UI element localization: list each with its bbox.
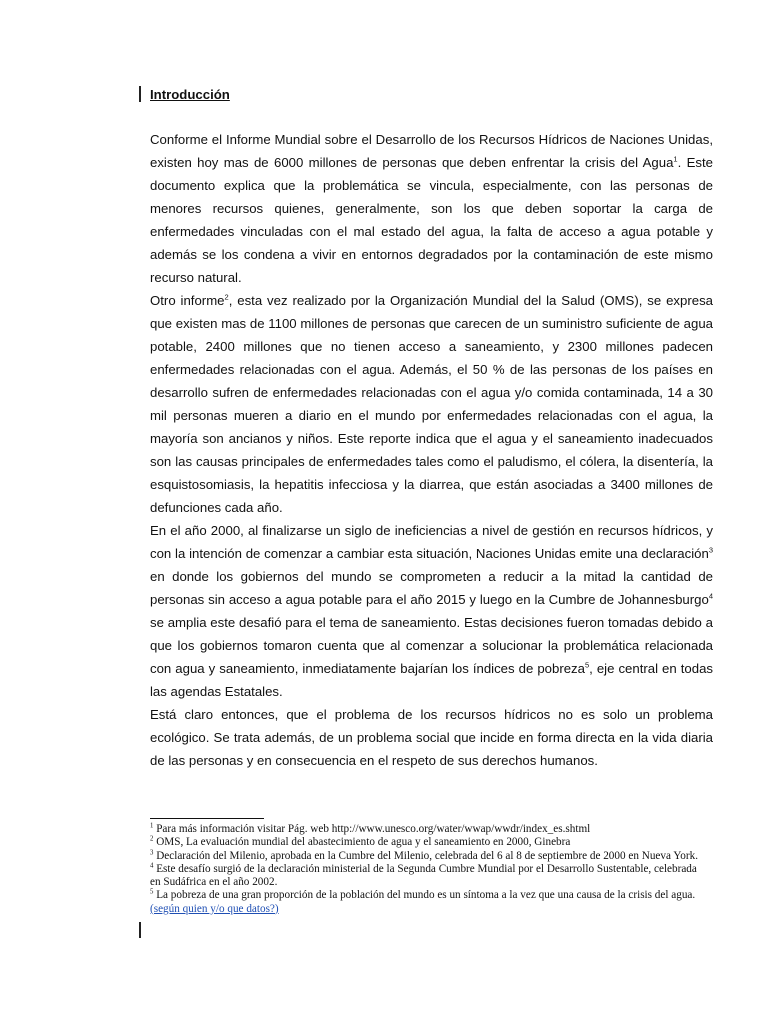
footnote-text: Este desafío surgió de la declaración ministerial de la Segunda Cumbre Mundial por el Desarrollo Sustentable, celebrada en Sudáfrica en el año 2002. xyxy=(150,862,697,889)
footnote-ref[interactable]: 1 xyxy=(673,154,678,164)
footnote-1 xyxy=(150,823,710,836)
footnote-ref[interactable]: 4 xyxy=(708,591,713,601)
paragraph-text: en donde los gobiernos del mundo se comprometen a reducir a la mitad la cantidad de personas sin acceso a agua potable para el año 2015 y luego en la Cumbre de Johannesburgo xyxy=(150,569,713,607)
footnote-2 xyxy=(150,836,710,849)
footnote-ref[interactable]: 3 xyxy=(708,545,713,555)
paragraph-text: , esta vez realizado por la Organización Mundial del la Salud (OMS), se expresa que existen mas de 1100 millones de personas que carecen de un suministro suficiente de agua potable, 2400 millones que no tienen acceso a saneamiento, y 2300 millones padecen enfermedades relacionadas con el agua. Además, el 50 % de las personas de los países en desarrollo sufren de enfermedades relacionadas con el agua y/o comida contaminada, 14 a 30 mil personas mueren a diario en el mundo por enfermedades relacionadas con el agua, la mayoría son ancianos y niños. Este reporte indica que el agua y el saneamiento inadecuados son las causas principales de enfermedades tales como el paludismo, el cólera, la disentería, la esquistosomiasis, la hepatitis infecciosa y la diarrea, que están asociadas a 3400 millones de defunciones cada año. xyxy=(150,293,713,515)
footnote-text: La pobreza de una gran proporción de la población del mundo es un síntoma a la vez que una causa de la crisis del agua. xyxy=(153,889,696,902)
section-heading: Introducción xyxy=(150,87,230,102)
paragraph-text: En el año 2000, al finalizarse un siglo de ineficiencias a nivel de gestión en recursos hídricos, y con la intención de comenzar a cambiar esta situación, Naciones Unidas emite una declaración xyxy=(150,523,713,561)
paragraph-3 xyxy=(150,519,713,703)
footnote-number: 2 xyxy=(150,835,154,843)
footnote-text: OMS, La evaluación mundial del abastecimiento de agua y el saneamiento en 2000, Ginebra xyxy=(153,836,571,849)
footnote-text: Declaración del Milenio, aprobada en la Cumbre del Milenio, celebrada del 6 al 8 de septiembre de 2000 en Nueva York. xyxy=(153,849,698,862)
footnote-ref[interactable]: 2 xyxy=(224,292,229,302)
body-text xyxy=(150,128,713,772)
footnote-text: Para más información visitar Pág. web http://www.unesco.org/water/wwap/wwdr/index_es.shtml xyxy=(153,823,591,835)
footnotes xyxy=(150,823,710,916)
paragraph-text: Otro informe xyxy=(150,293,225,308)
footnote-number: 5 xyxy=(150,888,154,896)
footnote-4 xyxy=(150,863,710,890)
footnote-separator xyxy=(150,818,264,819)
paragraph-2 xyxy=(150,289,713,519)
footnote-number: 4 xyxy=(150,862,154,870)
footnote-number: 1 xyxy=(150,822,154,830)
paragraph-4 xyxy=(150,703,713,772)
footnote-3 xyxy=(150,850,710,863)
paragraph-text: . Este documento explica que la problemática se vincula, especialmente, con las personas de menores recursos quienes, generalmente, son los que deben soportar la carga de enfermedades vinculadas con el mal estado del agua, la falta de acceso a agua potable y además se los condena a vivir en entornos degradados por la contaminación de este mismo recurso natural. xyxy=(150,155,713,285)
comment-link[interactable]: (según quien y/o que datos?) xyxy=(150,902,279,915)
footnote-ref[interactable]: 5 xyxy=(584,660,590,670)
paragraph-text: Está claro entonces, que el problema de los recursos hídricos no es solo un problema ecológico. Se trata además, de un problema social que incide en forma directa en la vida diaria de las personas y en consecuencia en el respeto de sus derechos humanos. xyxy=(150,707,713,768)
paragraph-text: Conforme el Informe Mundial sobre el Desarrollo de los Recursos Hídricos de Naciones Unidas, existen hoy mas de 6000 millones de personas que deben enfrentar la crisis del Agua xyxy=(150,132,713,170)
paragraph-text: se amplia este desafió para el tema de saneamiento. Estas decisiones fueron tomadas debido a que los gobiernos tomaron cuenta que al comenzar a solucionar la problemática relacionada con agua y saneamiento, inmediatamente bajarían los índices de pobreza xyxy=(150,615,713,676)
paragraph-text: , eje central en todas las agendas Estatales. xyxy=(150,661,713,699)
paragraph-1 xyxy=(150,128,713,289)
change-bar-bottom xyxy=(139,922,141,938)
change-bar-top xyxy=(139,86,141,102)
footnote-5 xyxy=(150,889,710,916)
footnote-number: 3 xyxy=(150,848,154,856)
